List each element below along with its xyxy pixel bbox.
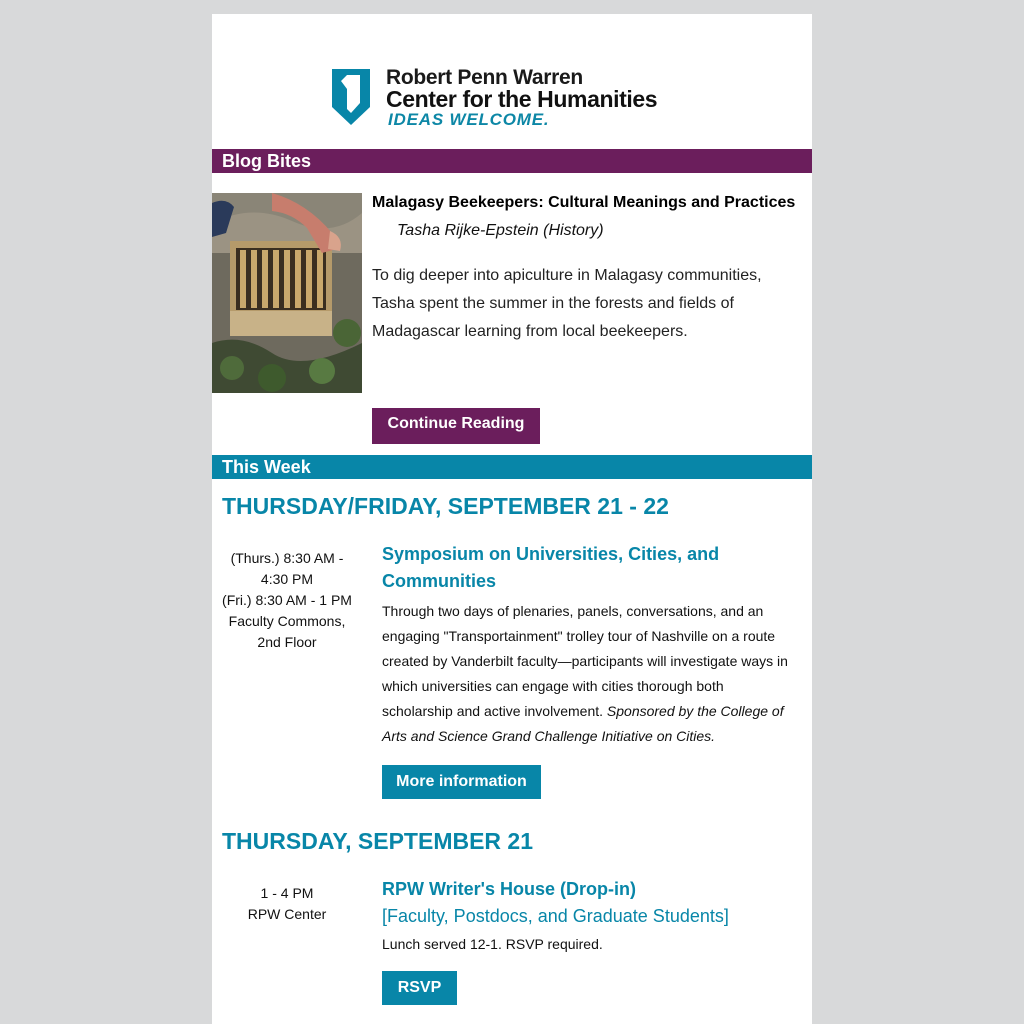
- event-description: [382, 599, 792, 749]
- logo-tagline: IDEAS WELCOME.: [388, 110, 550, 129]
- event-when-line: (Fri.) 8:30 AM - 1 PM: [222, 592, 352, 608]
- blog-bites-section-header: Blog Bites: [212, 149, 812, 173]
- shield-logo-icon: [330, 67, 372, 127]
- newsletter-page: [212, 14, 812, 1024]
- event-sponsor-text: Sponsored by the College of Arts and Science Grand Challenge Initiative on Cities.: [382, 703, 784, 744]
- event-time-location: [212, 883, 362, 925]
- continue-reading-button[interactable]: Continue Reading: [372, 408, 540, 444]
- event-when-line: (Thurs.) 8:30 AM -: [230, 550, 344, 566]
- logo-line-2: Center for the Humanities: [386, 86, 658, 112]
- event-when-line: RPW Center: [247, 906, 327, 922]
- event-description-text: Through two days of plenaries, panels, conversations, and an engaging "Transportainment" trolley tour of Nashville on a route created by Vanderbilt faculty—participants will investigate ways in which universities can engage with cities thorough both scholarship and active involvement.: [382, 603, 788, 719]
- event-time-location: [212, 548, 362, 653]
- event-title[interactable]: Symposium on Universities, Cities, and Communities: [382, 544, 720, 591]
- rpw-center-logo[interactable]: [330, 67, 710, 129]
- event-when-line: 1 - 4 PM: [260, 885, 314, 901]
- day-heading: THURSDAY/FRIDAY, SEPTEMBER 21 - 22: [222, 493, 669, 519]
- event-title[interactable]: RPW Writer's House (Drop-in): [382, 879, 636, 899]
- event-when-line: 4:30 PM: [260, 571, 314, 587]
- day-heading: THURSDAY, SEPTEMBER 21: [222, 828, 534, 854]
- event-when-line: 2nd Floor: [257, 634, 317, 650]
- event-description: Lunch served 12-1. RSVP required.: [382, 936, 603, 952]
- event-when-line: Faculty Commons,: [228, 613, 346, 629]
- blog-post-author: Tasha Rijke-Epstein (History): [397, 222, 604, 239]
- event-audience: [Faculty, Postdocs, and Graduate Students]: [382, 906, 729, 926]
- logo-line-1: Robert Penn Warren: [386, 66, 583, 89]
- beekeeping-photo[interactable]: [212, 193, 362, 393]
- blog-post-title[interactable]: Malagasy Beekeepers: Cultural Meanings and Practices: [372, 194, 796, 211]
- this-week-section-header: This Week: [212, 455, 812, 479]
- blog-post-summary: To dig deeper into apiculture in Malagasy communities, Tasha spent the summer in the forests and fields of Madagascar learning from local beekeepers.: [372, 267, 762, 340]
- beehive-photo-icon: [212, 193, 362, 393]
- more-information-button[interactable]: More information: [382, 765, 541, 799]
- rsvp-button[interactable]: RSVP: [382, 971, 457, 1005]
